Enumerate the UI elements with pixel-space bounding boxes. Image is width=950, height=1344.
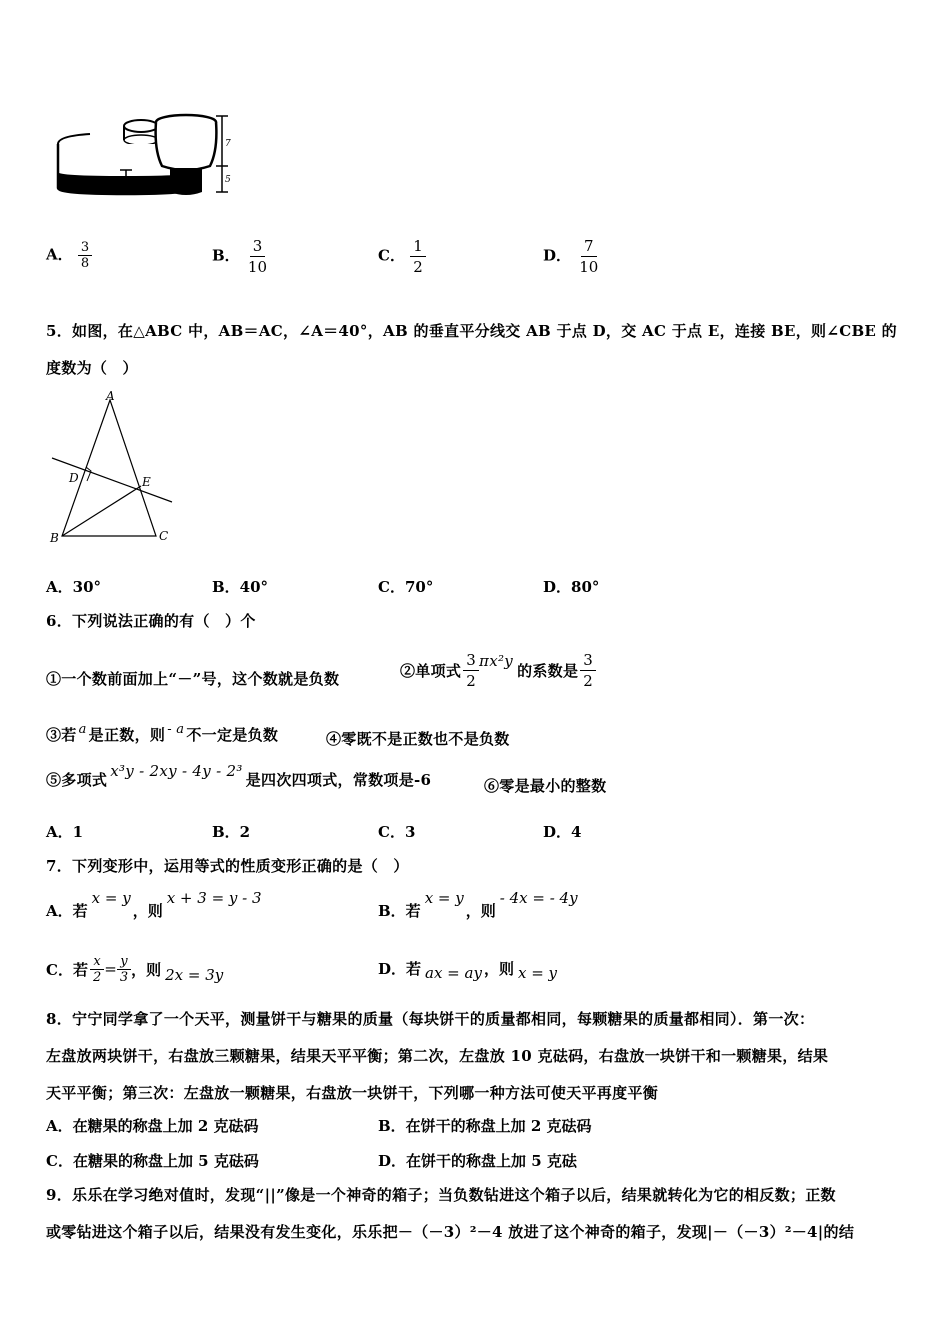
label-E: E	[142, 475, 151, 489]
q6-statement-3: ③若 a 是正数，则 - a 不一定是负数	[46, 722, 279, 744]
option-label: A．	[46, 245, 73, 264]
fraction: $\frac{1}{2}$	[410, 236, 426, 277]
q5-option-b[interactable]: B．40°	[212, 578, 269, 596]
q7-option-a[interactable]: A．若 x = y ，则 x + 3 = y - 3	[46, 889, 262, 920]
q6-statement-5: ⑤多项式 x³y - 2xy - 4y - 2³ 是四次四项式，常数项是-6	[46, 762, 432, 789]
q6-statement-4: ④零既不是正数也不是负数	[326, 730, 510, 748]
dim-bottom-label: 5	[225, 175, 231, 185]
q6-statement-2: ②单项式 $\frac{3}{2}$ πx²y 的系数是 $\frac{3}{2}$	[400, 645, 596, 695]
q5-stem-line1: 5．如图，在△ABC 中，AB＝AC，∠A＝40°，AB 的垂直平分线交 AB 于点 D，交 AC 于点 E，连接 BE，则∠CBE 的	[46, 322, 897, 340]
q6-option-c[interactable]: C．3	[378, 823, 416, 841]
q4-option-a[interactable]	[46, 240, 92, 271]
label-C: C	[159, 529, 169, 543]
q4-option-d[interactable]	[543, 236, 601, 277]
fraction: $\frac{3}{10}$	[247, 237, 268, 276]
q5-stem-line2: 度数为（ ）	[46, 359, 138, 377]
q6-option-b[interactable]: B．2	[212, 823, 251, 841]
q6-stem: 6．下列说法正确的有（ ）个	[46, 612, 256, 630]
q5-option-d[interactable]: D．80°	[543, 578, 600, 596]
q8-option-b[interactable]: B．在饼干的称盘上加 2 克砝码	[378, 1117, 592, 1135]
label-D: D	[69, 471, 79, 485]
dim-left-label: 5	[132, 178, 138, 188]
q6-option-d[interactable]: D．4	[543, 823, 582, 841]
triangle-figure	[44, 388, 184, 548]
q6-statement-6: ⑥零是最小的整数	[484, 777, 607, 795]
q7-stem: 7．下列变形中，运用等式的性质变形正确的是（ ）	[46, 857, 409, 875]
right-dimension	[216, 116, 231, 192]
q8-stem-line2: 左盘放两块饼干，右盘放三颗糖果，结果天平平衡；第二次，左盘放 10 克砝码，右盘放一块饼干和一颗糖果，结果	[46, 1047, 829, 1065]
q9-stem-line1: 9．乐乐在学习绝对值时，发现“||”像是一个神奇的箱子；当负数钻进这个箱子以后，结果就转化为它的相反数；正数	[46, 1186, 836, 1204]
q8-option-c[interactable]: C．在糖果的称盘上加 5 克砝码	[46, 1152, 259, 1170]
q8-option-a[interactable]: A．在糖果的称盘上加 2 克砝码	[46, 1117, 259, 1135]
q4-option-b[interactable]	[212, 236, 270, 277]
q5-option-c[interactable]: C．70°	[378, 578, 434, 596]
option-label: C．	[378, 246, 405, 265]
q7-option-d[interactable]: D．若 ax = ay ，则 x = y	[378, 960, 558, 982]
q5-option-a[interactable]: A．30°	[46, 578, 102, 596]
label-B: B	[50, 531, 59, 545]
fraction: $\frac{3}{8}$	[78, 240, 92, 271]
q9-stem-line2: 或零钻进这个箱子以后，结果没有发生变化，乐乐把－（－3）²－4 放进了这个神奇的箱子，发现|－（－3）²－4|的结	[46, 1223, 855, 1241]
q7-option-b[interactable]: B．若 x = y ，则 - 4x = - 4y	[378, 889, 578, 920]
q4-option-c[interactable]	[378, 236, 426, 277]
q8-option-d[interactable]: D．在饼干的称盘上加 5 克砝	[378, 1152, 577, 1170]
option-label: D．	[543, 246, 572, 265]
fraction: $\frac{7}{10}$	[579, 237, 599, 276]
solids-figure	[50, 108, 245, 200]
q8-stem-line1: 8．宁宁同学拿了一个天平，测量饼干与糖果的质量（每块饼干的质量都相同，每颗糖果的质量都相同）．第一次：	[46, 1010, 815, 1028]
label-A: A	[106, 389, 115, 403]
q8-stem-line3: 天平平衡；第三次：左盘放一颗糖果，右盘放一块饼干，下列哪一种方法可使天平再度平衡	[46, 1084, 659, 1102]
q6-option-a[interactable]: A．1	[46, 823, 84, 841]
q7-option-c[interactable]: C．若 $\frac{x}{2}$ = $\frac{y}{3}$ ，则 2x = 3y	[46, 953, 224, 985]
option-label: B．	[212, 246, 240, 265]
q6-statement-1: ①一个数前面加上“－”号，这个数就是负数	[46, 670, 340, 688]
dim-top-label: 7	[225, 139, 231, 149]
